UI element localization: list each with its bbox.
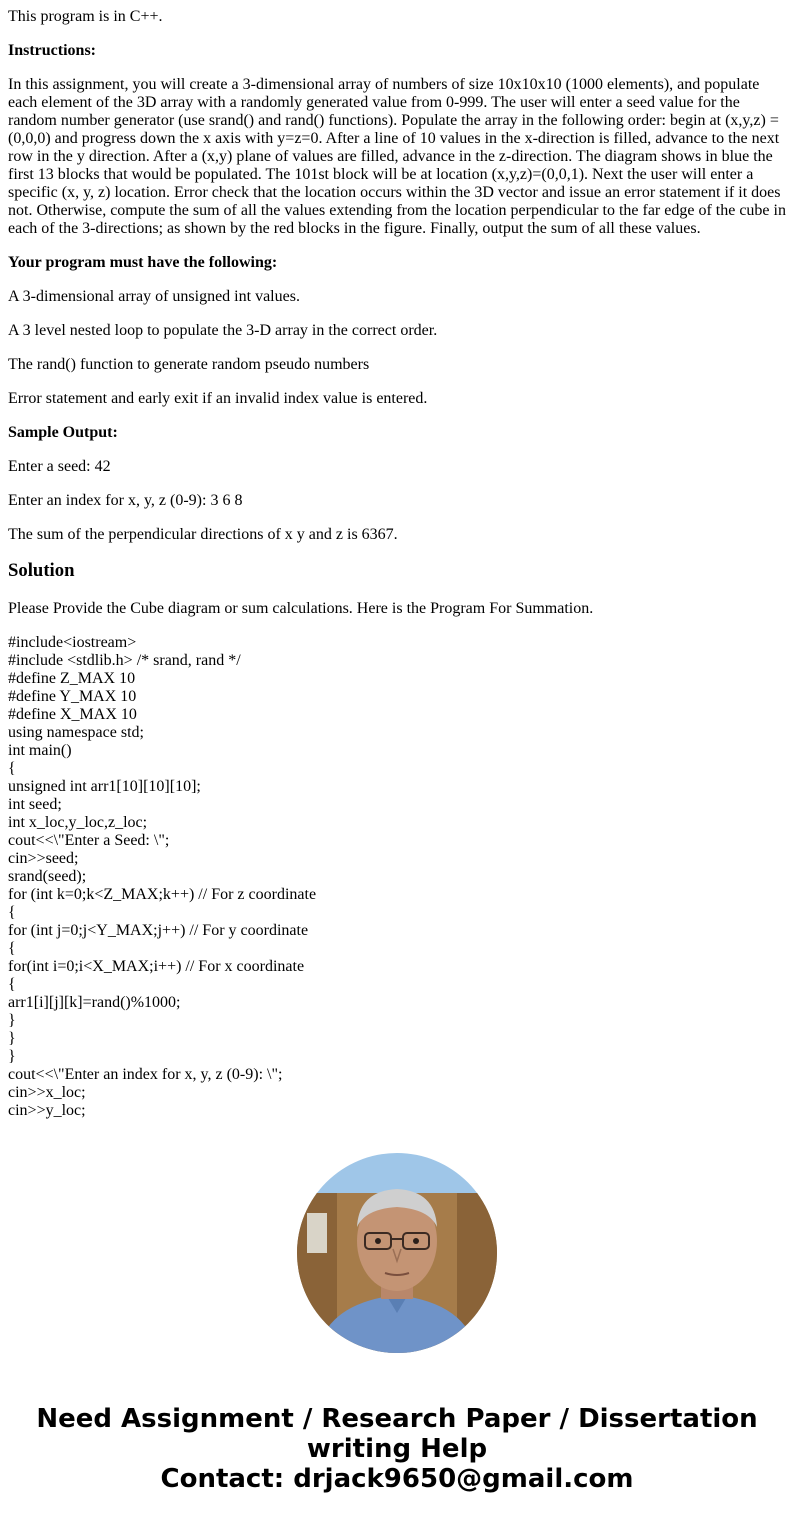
code-line: #include <stdlib.h> /* srand, rand */	[8, 652, 241, 669]
code-line: #define Y_MAX 10	[8, 688, 137, 705]
footer-line: Need Assignment / Research Paper / Dissertation	[36, 1404, 758, 1434]
requirement-item: The rand() function to generate random pseudo numbers	[8, 356, 370, 373]
code-line: }	[8, 1048, 16, 1065]
sample-output-line: Enter a seed: 42	[8, 458, 111, 475]
code-line: for (int k=0;k<Z_MAX;k++) // For z coordinate	[8, 886, 317, 903]
code-line: {	[8, 976, 16, 993]
code-line: {	[8, 904, 16, 921]
question-intro: This program is in C++.	[8, 8, 163, 25]
solution-heading: Solution	[8, 560, 75, 581]
code-line: arr1[i][j][k]=rand()%1000;	[8, 994, 181, 1011]
code-line: cout<<\"Enter a Seed: \";	[8, 832, 170, 849]
code-line: cin>>seed;	[8, 850, 79, 867]
requirement-item: A 3-dimensional array of unsigned int values.	[8, 288, 300, 305]
sample-output-line: The sum of the perpendicular directions of x y and z is 6367.	[8, 526, 398, 543]
code-line: unsigned int arr1[10][10][10];	[8, 778, 201, 795]
code-line: cin>>x_loc;	[8, 1084, 86, 1101]
footer-line: writing Help	[306, 1434, 488, 1464]
code-line: for (int j=0;j<Y_MAX;j++) // For y coordinate	[8, 922, 309, 939]
instructions-heading: Instructions:	[8, 42, 97, 59]
solution-intro: Please Provide the Cube diagram or sum calculations. Here is the Program For Summation.	[8, 600, 594, 617]
sample-output-line: Enter an index for x, y, z (0-9): 3 6 8	[8, 492, 243, 509]
requirements-heading: Your program must have the following:	[8, 254, 278, 271]
code-line: #define X_MAX 10	[8, 706, 137, 723]
code-block	[8, 634, 788, 1120]
code-line: cin>>y_loc;	[8, 1102, 86, 1119]
code-line: #define Z_MAX 10	[8, 670, 136, 687]
code-line: srand(seed);	[8, 868, 87, 885]
author-portrait	[297, 1153, 497, 1353]
instructions-body: In this assignment, you will create a 3-dimensional array of numbers of size 10x10x10 (1000 elements), and populate each element of the 3D array with a randomly generated value from 0-999. The user will enter a seed value for the random number generator (use srand() and rand() functions). Populate the array in the following order: begin at (x,y,z) = (0,0,0) and progress down the x axis with y=z=0. After a line of 10 values in the x-direction is filled, advance to the next row in the y direction. After a (x,y) plane of values are filled, advance in the z-direction. The diagram shows in blue the first 13 blocks that would be populated. The 101st block will be at location (x,y,z)=(0,0,1). Next the user will enter a specific (x, y, z) location. Error check that the location occurs within the 3D vector and issue an error statement if it does not. Otherwise, compute the sum of all the values extending from the location perpendicular to the far edge of the cube in each of the 3-directions; as shown by the red blocks in the figure. Finally, output the sum of all these values.	[8, 76, 786, 237]
code-line: for(int i=0;i<X_MAX;i++) // For x coordinate	[8, 958, 305, 975]
requirement-item: A 3 level nested loop to populate the 3-D array in the correct order.	[8, 322, 438, 339]
code-line: {	[8, 940, 16, 957]
code-line: #include<iostream>	[8, 634, 137, 651]
code-line: using namespace std;	[8, 724, 144, 741]
code-line: int x_loc,y_loc,z_loc;	[8, 814, 148, 831]
document-body	[8, 8, 788, 1120]
code-line: cout<<\"Enter an index for x, y, z (0-9): \";	[8, 1066, 283, 1083]
requirement-item: Error statement and early exit if an invalid index value is entered.	[8, 390, 428, 407]
code-line: int seed;	[8, 796, 62, 813]
code-line: }	[8, 1012, 16, 1029]
code-line: }	[8, 1030, 16, 1047]
code-line: int main()	[8, 742, 72, 759]
footer-ad	[0, 1404, 794, 1494]
sample-output-heading: Sample Output:	[8, 424, 118, 441]
author-photo	[297, 1153, 497, 1353]
footer-contact: Contact: drjack9650@gmail.com	[160, 1464, 634, 1494]
code-line: {	[8, 760, 16, 777]
